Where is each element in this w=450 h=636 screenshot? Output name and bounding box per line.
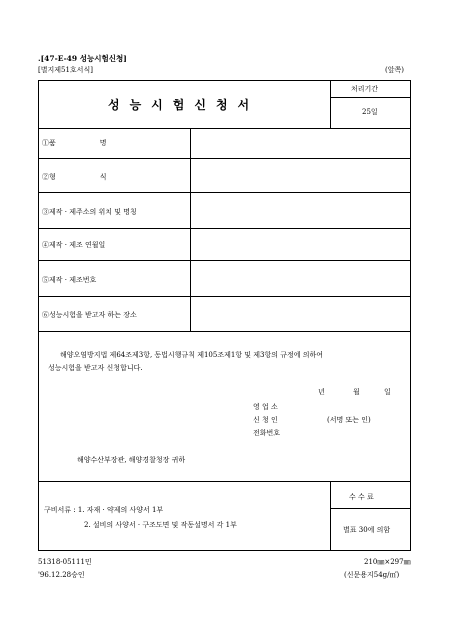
processing-period-label: 처리기간 — [351, 85, 379, 93]
row-line — [38, 331, 411, 332]
row-label-product-name: ①품 명 — [42, 139, 107, 147]
fee-value: 별표 30에 의함 — [343, 526, 391, 534]
date-year: 년 — [318, 388, 325, 396]
declaration-line-1: 해양오염방지법 제64조제3항, 동법시행규칙 제105조제1항 및 제3항의 규정에 의하여 — [60, 351, 324, 359]
manufacturer-field[interactable] — [191, 193, 410, 227]
row-label-manufacturer: ③제작 · 제주소의 위치 및 명칭 — [42, 208, 137, 216]
serial-number-field[interactable] — [191, 261, 410, 295]
row-label-test-location: ⑥성능시험을 받고자 하는 장소 — [42, 311, 137, 319]
signature-placeholder[interactable]: (서명 또는 인) — [327, 416, 371, 424]
row-label-model: ②형 식 — [42, 173, 107, 181]
fee-divider — [330, 481, 331, 551]
fee-label: 수 수 료 — [349, 493, 374, 501]
documents-divider — [38, 481, 411, 482]
test-location-field[interactable] — [191, 297, 410, 330]
processing-period-value: 25일 — [362, 108, 378, 116]
required-documents-label: 구비서류 : 1. 자재 · 약제의 사양서 1부 — [44, 506, 164, 514]
row-label-manufacture-date: ④제작 · 제조 연월일 — [42, 241, 106, 249]
addressee: 해양수산부장관, 해양경찰청장 귀하 — [77, 456, 186, 464]
model-field[interactable] — [191, 159, 410, 191]
processing-divider — [330, 97, 411, 98]
declaration-line-2: 성능시험을 받고자 신청합니다. — [48, 364, 143, 372]
paper-type: (신문용지54g/㎡) — [344, 571, 400, 579]
title-divider — [330, 80, 331, 128]
manufacture-date-field[interactable] — [191, 229, 410, 259]
product-name-field[interactable] — [191, 129, 410, 157]
approval-date: '96.12.28승인 — [38, 571, 85, 579]
form-title: 성능시험신청서 — [108, 98, 260, 112]
fee-split — [330, 508, 411, 509]
phone-label: 전화번호 — [253, 429, 281, 437]
form-number: [별지제51호서식] — [38, 66, 93, 74]
business-office-label: 영 업 소 — [253, 403, 278, 411]
page-side-note: (앞쪽) — [385, 66, 404, 74]
required-documents-item-2: 2. 설비의 사양서 · 구조도면 및 작동설명서 각 1부 — [84, 521, 237, 529]
form-code: .[47-E-49 성능시험신청] — [38, 54, 127, 63]
paper-size: 210㎜×297㎜ — [364, 558, 411, 566]
form-reference-code: 51318-05111민 — [38, 558, 92, 566]
date-month: 월 — [353, 388, 360, 396]
applicant-label: 신 청 인 — [253, 416, 278, 424]
date-day: 일 — [384, 388, 391, 396]
row-label-serial-number: ⑤제작 · 제조번호 — [42, 276, 97, 284]
